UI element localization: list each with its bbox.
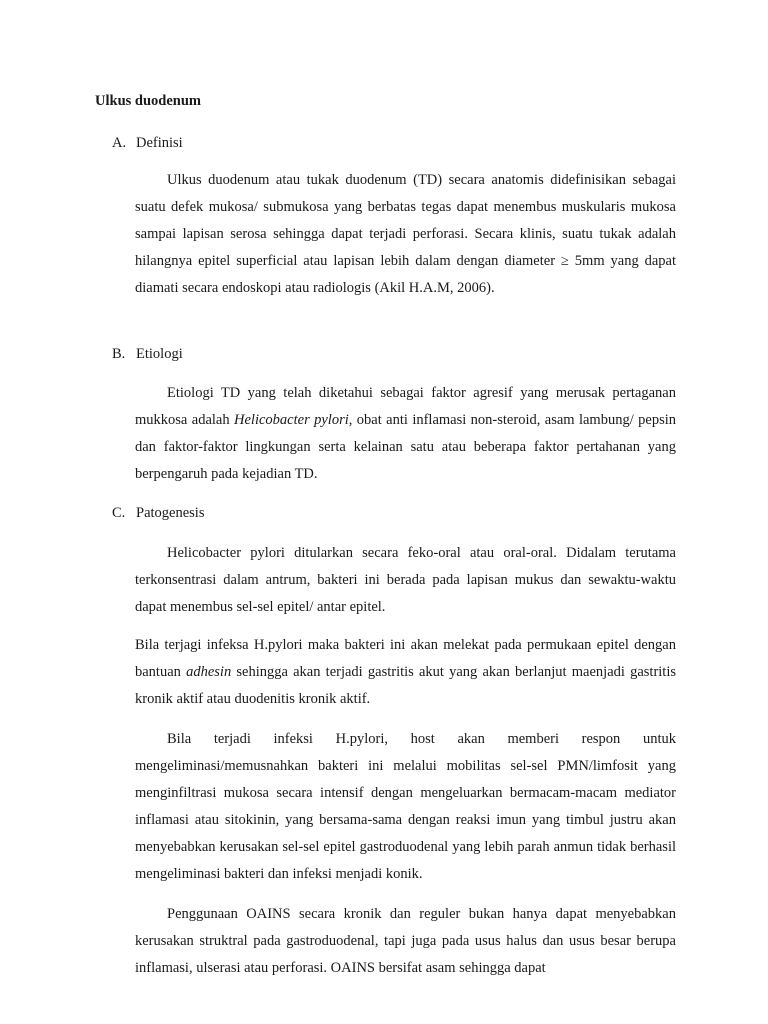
section-heading-definisi	[112, 135, 183, 152]
section-heading-etiologi	[112, 346, 183, 363]
section-heading-text: Etiologi	[136, 346, 183, 362]
paragraph-patogenesis-3: Bila terjadi infeksi H.pylori, host akan memberi respon untuk mengeliminasi/memusnahkan bakteri ini melalui mobilitas sel-sel PMN/limfosit yang menginfiltrasi mukosa secara intensif dengan mengeluarkan bermacam-macam mediator inflamasi atau sitokinin, yang bersama-sama dengan reaksi imun yang timbul justru akan menyebabkan kerusakan sel-sel epitel gastroduodenal yang lebih parah anmun tidak berhasil mengeliminasi bakteri dan infeksi menjadi konik.	[135, 731, 676, 882]
paragraph-patogenesis-2	[135, 632, 676, 713]
italic-text-run: Helicobacter pylori,	[234, 412, 353, 428]
text-run: Bila terjagi infeksa H.pylori maka bakteri ini akan melekat pada permukaan epitel dengan bantuan	[135, 637, 676, 680]
section-heading-text: Definisi	[136, 135, 183, 151]
paragraph-patogenesis-1: Helicobacter pylori ditularkan secara feko-oral atau oral-oral. Didalam terutama terkonsentrasi dalam antrum, bakteri ini berada pada lapisan mukus dan sewaktu-waktu dapat menembus sel-sel epitel/ antar epitel.	[135, 545, 676, 615]
paragraph-etiologi	[135, 380, 676, 488]
text-run: obat anti inflamasi non-steroid, asam lambung/ pepsin dan faktor-faktor lingkungan serta kelainan satu atau beberapa faktor pertahanan yang berpengaruh pada kejadian TD.	[135, 412, 676, 482]
section-heading-text: Patogenesis	[136, 505, 205, 521]
text-run: sehingga akan terjadi gastritis akut yang akan berlanjut maenjadi gastritis kronik aktif atau duodenitis kronik aktif.	[135, 664, 677, 707]
section-letter: A.	[112, 135, 127, 151]
text-run: Etiologi TD yang telah diketahui sebagai faktor agresif yang merusak pertaganan mukkosa adalah	[135, 385, 676, 428]
section-heading-patogenesis	[112, 505, 204, 522]
section-letter: C.	[112, 505, 126, 521]
document-title: Ulkus duodenum	[95, 93, 201, 109]
italic-text-run: adhesin	[186, 664, 232, 680]
section-letter: B.	[112, 346, 126, 362]
paragraph-patogenesis-4: Penggunaan OAINS secara kronik dan reguler bukan hanya dapat menyebabkan kerusakan struktral pada gastroduodenal, tapi juga pada usus halus dan usus besar berupa inflamasi, ulserasi atau perforasi. OAINS bersifat asam sehingga dapat	[135, 906, 676, 976]
paragraph-definisi: Ulkus duodenum atau tukak duodenum (TD) secara anatomis didefinisikan sebagai suatu defek mukosa/ submukosa yang berbatas tegas dapat menembus muskularis mukosa sampai lapisan serosa sehingga dapat terjadi perforasi. Secara klinis, suatu tukak adalah hilangnya epitel superficial atau lapisan lebih dalam dengan diameter ≥ 5mm yang dapat diamati secara endoskopi atau radiologis (Akil H.A.M, 2006).	[135, 172, 676, 296]
